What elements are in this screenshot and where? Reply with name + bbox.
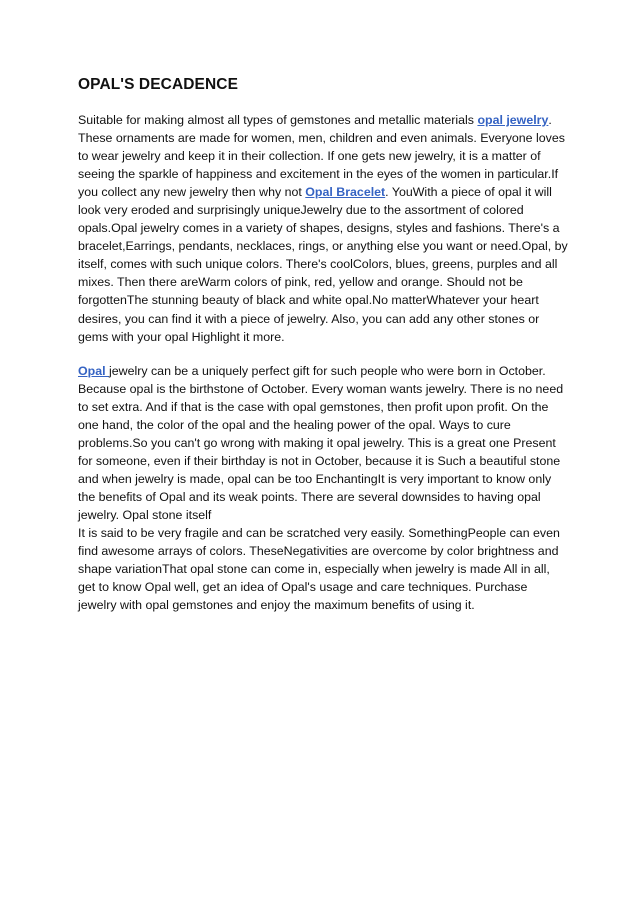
paragraph-2-text-1: jewelry can be a uniquely perfect gift for such people who were born in October. Because opal is the birthstone of October. Every woman wants jewelry. There is no need to set extra. And if that is the case with opal gemstones, then profit upon profit. On the one hand, the color of the opal and the healing power of the opal. Ways to cure problems.So you can't go wrong with making it opal jewelry. This is a great one Present for someone, even if their birthday is not in October, because it is Such a beautiful stone and when jewelry is made, opal can be too EnchantingIt is very important to know only the benefits of Opal and its weak points. There are several downsides to having opal jewelry. Opal stone itself bbox=[78, 363, 564, 522]
paragraph-2 bbox=[78, 362, 568, 615]
opal-link[interactable]: Opal bbox=[78, 363, 109, 378]
paragraph-1-text-2: . These ornaments are made for women, men, children and even animals. Everyone loves to wear jewelry and keep it in their collection. If one gets new jewelry, it is a matter of seeing the sparkle of happiness and excitement in the eyes of the women in particular.If you collect any new jewelry then why not bbox=[78, 113, 565, 200]
paragraph-1-text-3: . YouWith a piece of opal it will look very eroded and surprisingly uniqueJewelry due to the assortment of colored opals.Opal jewelry comes in a variety of shapes, designs, styles and fashions. There's a bracelet,Earrings, pendants, necklaces, rings, or anything else you want or need.Opal, by itself, comes with such unique colors. There's coolColors, blues, greens, purples and all mixes. Then there areWarm colors of pink, red, yellow and orange. Should not be forgottenThe stunning beauty of black and white opal.No matterWhatever your heart desires, you can find it with a piece of jewelry. Also, you can add any other stones or gems with your opal Highlight it more. bbox=[78, 185, 568, 344]
page-title: OPAL'S DECADENCE bbox=[78, 76, 239, 93]
paragraph-2-text-2: It is said to be very fragile and can be scratched very easily. SomethingPeople can even find awesome arrays of colors. TheseNegativities are overcome by color brightness and shape variationThat opal stone can come in, especially when jewelry is made All in all, get to know Opal well, get an idea of Opal's usage and care techniques. Purchase jewelry with opal gemstones and enjoy the maximum benefits of using it. bbox=[78, 526, 560, 613]
opal-bracelet-link[interactable]: Opal Bracelet bbox=[305, 185, 386, 200]
opal-jewelry-link[interactable]: opal jewelry bbox=[477, 113, 549, 127]
document-page bbox=[78, 76, 568, 630]
paragraph-1 bbox=[78, 111, 568, 346]
paragraph-1-text-1: Suitable for making almost all types of gemstones and metallic materials bbox=[78, 113, 478, 127]
